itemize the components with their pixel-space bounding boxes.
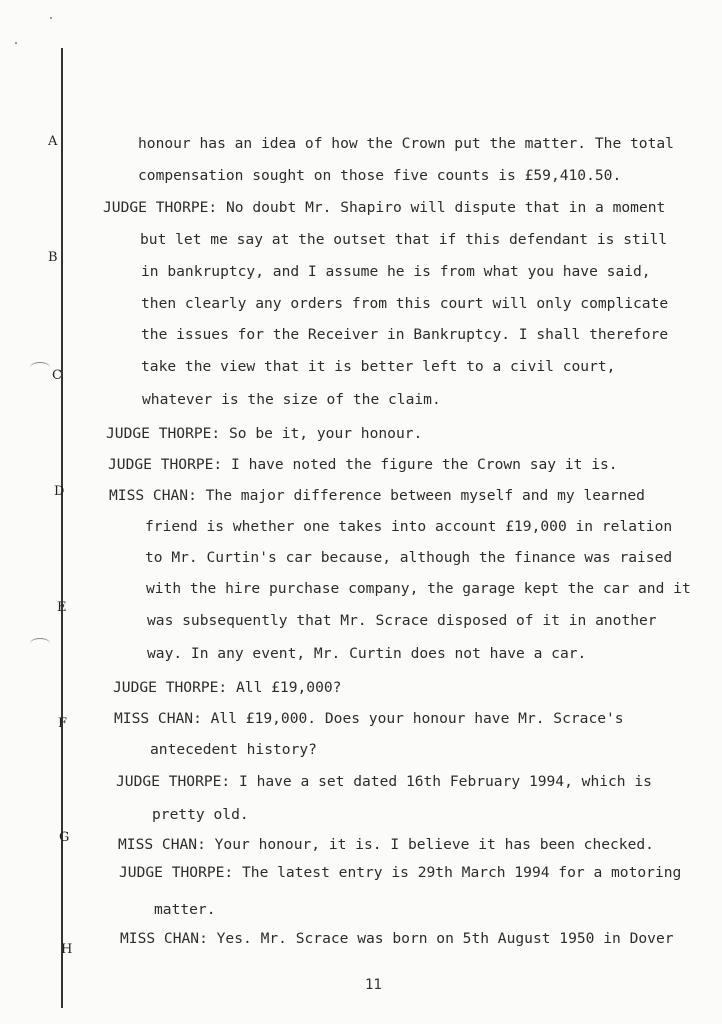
transcript-line: was subsequently that Mr. Scrace disposed of it in another [147, 612, 657, 629]
margin-letter-h: H [61, 942, 73, 957]
margin-letter-f: F [58, 716, 68, 731]
page-number: 11 [365, 977, 382, 993]
transcript-line: JUDGE THORPE: I have noted the figure the Crown say it is. [108, 456, 618, 473]
transcript-line: the issues for the Receiver in Bankruptcy. I shall therefore [141, 326, 669, 343]
transcript-line: MISS CHAN: Your honour, it is. I believe it has been checked. [118, 836, 654, 853]
transcript-line: then clearly any orders from this court will only complicate [141, 295, 669, 312]
transcript-line: with the hire purchase company, the garage kept the car and it [146, 580, 691, 597]
transcript-line: JUDGE THORPE: All £19,000? [113, 679, 342, 696]
margin-letter-e: E [57, 600, 67, 615]
margin-letter-c: C [52, 368, 62, 383]
transcript-line: to Mr. Curtin's car because, although the finance was raised [145, 549, 673, 566]
transcript-line: take the view that it is better left to a civil court, [141, 358, 616, 375]
transcript-line: honour has an idea of how the Crown put the matter. The total [138, 135, 674, 152]
transcript-line: friend is whether one takes into account £19,000 in relation [145, 518, 673, 535]
transcript-line: way. In any event, Mr. Curtin does not have a car. [147, 645, 587, 662]
transcript-line: in bankruptcy, and I assume he is from what you have said, [141, 263, 651, 280]
speck [15, 42, 17, 44]
transcript-line: MISS CHAN: Yes. Mr. Scrace was born on 5th August 1950 in Dover [120, 930, 674, 947]
transcript-line: MISS CHAN: All £19,000. Does your honour have Mr. Scrace's [114, 710, 624, 727]
margin-letter-a: A [48, 134, 58, 149]
margin-letter-b: B [48, 250, 58, 265]
margin-rule [61, 48, 63, 1008]
transcript-line: JUDGE THORPE: The latest entry is 29th March 1994 for a motoring [119, 864, 682, 881]
transcript-line: JUDGE THORPE: I have a set dated 16th February 1994, which is [116, 773, 652, 790]
transcript-line: JUDGE THORPE: So be it, your honour. [106, 425, 423, 442]
speck [50, 17, 52, 19]
transcript-line: MISS CHAN: The major difference between myself and my learned [109, 487, 645, 504]
transcript-line: antecedent history? [150, 741, 317, 758]
binding-mark [30, 638, 50, 649]
transcript-line: compensation sought on those five counts is £59,410.50. [138, 167, 622, 184]
binding-mark [30, 362, 50, 373]
transcript-line: whatever is the size of the claim. [142, 391, 441, 408]
margin-letter-g: G [59, 830, 70, 845]
margin-letter-d: D [54, 484, 65, 499]
transcript-line: JUDGE THORPE: No doubt Mr. Shapiro will dispute that in a moment [103, 199, 666, 216]
transcript-line: pretty old. [152, 806, 249, 823]
transcript-line: but let me say at the outset that if this defendant is still [140, 231, 668, 248]
transcript-line: matter. [154, 901, 216, 918]
